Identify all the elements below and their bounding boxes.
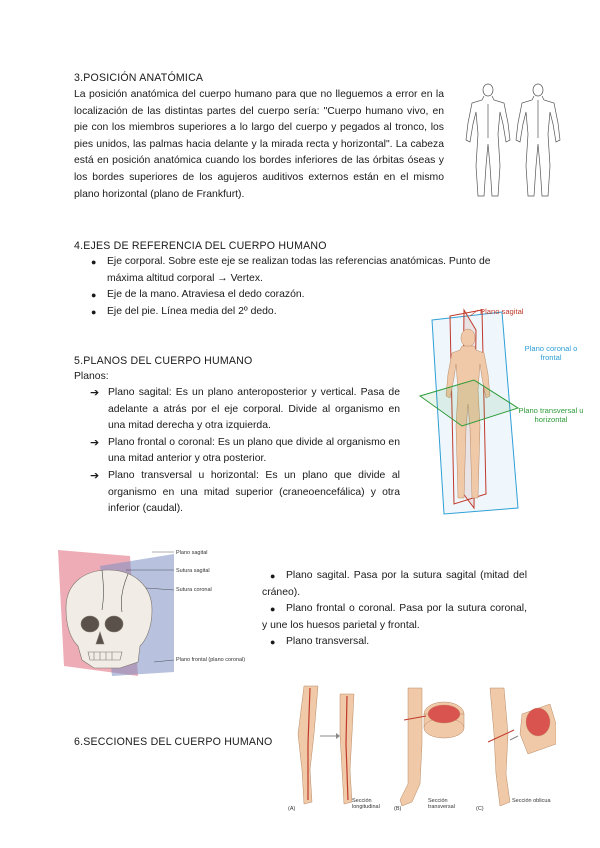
anatomical-position-figure <box>460 78 568 204</box>
bullet-icon: ● <box>270 571 276 581</box>
skull-label-coronal-suture: Sutura coronal <box>176 587 212 593</box>
planes-intro: Planos: <box>74 371 109 382</box>
section-label-b: (B) <box>394 806 402 812</box>
body-sections-figure <box>284 684 556 816</box>
section-4-heading: 4.EJES DE REFERENCIA DEL CUERPO HUMANO <box>74 240 327 252</box>
bullet-icon: ● <box>91 290 97 301</box>
section-5-heading: 5.PLANOS DEL CUERPO HUMANO <box>74 355 253 367</box>
arrow-bullet-icon: ➔ <box>90 387 100 399</box>
arrow-bullet-icon: ➔ <box>90 436 100 449</box>
transverse-plane-label: Plano transversal u horizontal <box>518 406 584 424</box>
sagittal-plane-label: Plano sagital <box>480 307 524 316</box>
section-label-transverse: Sección transversal <box>428 798 455 810</box>
section-label-c: (C) <box>476 806 484 812</box>
list-item: ● Eje del pie. Línea media del 2º dedo. <box>107 304 525 321</box>
list-item: ➔ Plano frontal o coronal: Es un plano que divide al organismo en una mitad anterior y otra posterior. <box>90 436 400 465</box>
section-6-heading: 6.SECCIONES DEL CUERPO HUMANO <box>74 736 273 748</box>
coronal-plane-label: Plano coronal o frontal <box>524 344 578 362</box>
skull-planes-figure <box>42 548 174 678</box>
list-item: ➔ Plano sagital: Es un plano anteroposterior y vertical. Pasa de adelante a atrás por el eje corporal. Divide al organismo en una mitad derecha y otra izquierda. <box>90 387 400 432</box>
arrow-bullet-icon: ➔ <box>90 469 100 482</box>
skull-label-sagittal-plane: Plano sagital <box>176 550 208 556</box>
section-3-heading: 3.POSICIÓN ANATÓMICA <box>74 72 204 84</box>
bullet-icon: ● <box>270 637 276 648</box>
list-item: ● Eje de la mano. Atraviesa el dedo corazón. <box>107 287 525 304</box>
skull-planes-list <box>262 568 527 651</box>
section-3-body: La posición anatómica del cuerpo humano para que no lleguemos a error en la localización de las distintas partes del cuerpo sería: "Cuerpo humano vivo, en pie con los miembros superiores a lo largo del cuerpo y pegados al tronco, los pies unidos, las palmas hacia delante y la mirada recta y horizontal". La cabeza está en posición anatómica cuando los bordes inferiores de las órbitas óseas y los bordes superiores de los agujeros auditivos externos están en el mismo plano horizontal (plano de Frankfurt). <box>74 89 444 200</box>
bullet-icon: ● <box>270 604 276 615</box>
bullet-icon: ● <box>91 306 97 317</box>
list-item: ● Eje corporal. Sobre este eje se realizan todas las referencias anatómicas. Punto de máxima altitud corporal → Vertex. <box>91 256 491 284</box>
list-item: ● Plano sagital. Pasa por la sutura sagital (mitad del cráneo). <box>262 570 527 598</box>
list-item: ➔ Plano transversal u horizontal: Es un plano que divide al organismo en una mitad superior (craneoencefálica) y otra inferior (caudal). <box>90 469 400 515</box>
skull-label-frontal-plane: Plano frontal (plano coronal) <box>176 657 246 663</box>
bullet-icon: ● <box>91 257 97 267</box>
planes-list <box>90 385 400 518</box>
section-label-longitudinal: Sección longitudinal <box>352 798 380 810</box>
list-item: ● Plano frontal o coronal. Pasa por la sutura coronal, y une los huesos parietal y frontal. <box>262 603 527 631</box>
section-label-oblique: Sección oblicua <box>512 798 551 804</box>
section-label-a: (A) <box>288 806 296 812</box>
list-item: ● Plano transversal. <box>262 634 527 651</box>
skull-label-sagittal-suture: Sutura sagital <box>176 568 210 574</box>
body-planes-figure <box>410 308 520 518</box>
